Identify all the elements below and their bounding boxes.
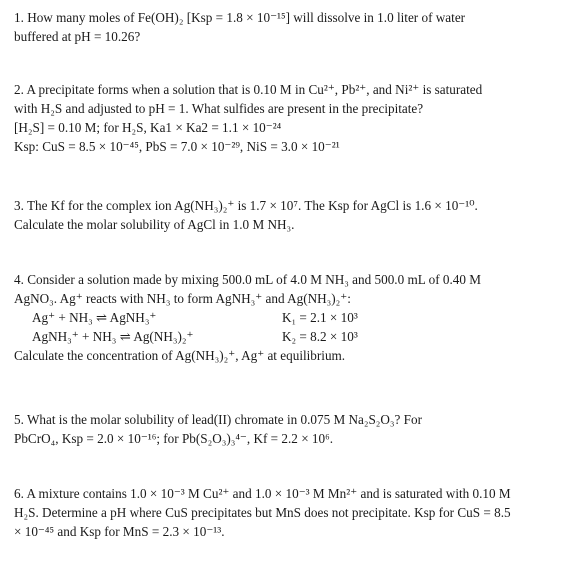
problem-2-line-2: with H₂S and adjusted to pH = 1. What sulfides are present in the precipitate? [14, 101, 424, 116]
problem-2-line-3: [H₂S] = 0.10 M; for H₂S, Ka1 × Ka2 = 1.1 × 10⁻²⁴ [14, 120, 282, 135]
problem-4-line-1: 4. Consider a solution made by mixing 500.0 mL of 4.0 M NH₃ and 500.0 mL of 0.40 M [14, 272, 481, 287]
problem-5-line-2: PbCrO₄, Ksp = 2.0 × 10⁻¹⁶; for Pb(S₂O₃)₃⁴⁻, Kf = 2.2 × 10⁶. [14, 431, 334, 446]
problem-2 [14, 80, 570, 156]
reaction-2-equation: AgNH₃⁺ + NH₃ ⇌ Ag(NH₃)₂⁺ [32, 329, 194, 344]
reaction-2-constant: K₂ = 8.2 × 10³ [282, 329, 358, 344]
problem-4-line-last: Calculate the concentration of Ag(NH₃)₂⁺, Ag⁺ at equilibrium. [14, 348, 346, 363]
problem-6-line-1: 6. A mixture contains 1.0 × 10⁻³ M Cu²⁺ and 1.0 × 10⁻³ M Mn²⁺ and is saturated with 0.10 M [14, 486, 511, 501]
problem-3 [14, 196, 570, 234]
problem-2-line-1: 2. A precipitate forms when a solution that is 0.10 M in Cu²⁺, Pb²⁺, and Ni²⁺ is saturated [14, 82, 483, 97]
problem-6 [14, 484, 570, 541]
problem-6-line-3: × 10⁻⁴⁵ and Ksp for MnS = 2.3 × 10⁻¹³. [14, 524, 225, 539]
problem-6-line-2: H₂S. Determine a pH where CuS precipitates but MnS does not precipitate. Ksp for CuS = 8.5 [14, 505, 511, 520]
problem-5 [14, 410, 570, 448]
problem-1-line-1: 1. How many moles of Fe(OH)₂ [Ksp = 1.8 × 10⁻¹⁵] will dissolve in 1.0 liter of water [14, 10, 466, 25]
reaction-2 [14, 327, 570, 346]
problem-1 [14, 8, 570, 46]
problem-3-line-2: Calculate the molar solubility of AgCl in 1.0 M NH₃. [14, 217, 295, 232]
reaction-1-constant: K₁ = 2.1 × 10³ [282, 310, 358, 325]
problem-5-line-1: 5. What is the molar solubility of lead(II) chromate in 0.075 M Na₂S₂O₃? For [14, 412, 422, 427]
problem-2-line-4: Ksp: CuS = 8.5 × 10⁻⁴⁵, PbS = 7.0 × 10⁻²⁹, NiS = 3.0 × 10⁻²¹ [14, 139, 340, 154]
problem-1-line-2: buffered at pH = 10.26? [14, 29, 141, 44]
reaction-1-equation: Ag⁺ + NH₃ ⇌ AgNH₃⁺ [32, 310, 157, 325]
problem-4-line-2: AgNO₃. Ag⁺ reacts with NH₃ to form AgNH₃⁺ and Ag(NH₃)₂⁺: [14, 291, 351, 306]
problem-4 [14, 270, 570, 365]
problem-3-line-1: 3. The Kf for the complex ion Ag(NH₃)₂⁺ is 1.7 × 10⁷. The Ksp for AgCl is 1.6 × 10⁻¹⁰. [14, 198, 478, 213]
reaction-1 [14, 308, 570, 327]
